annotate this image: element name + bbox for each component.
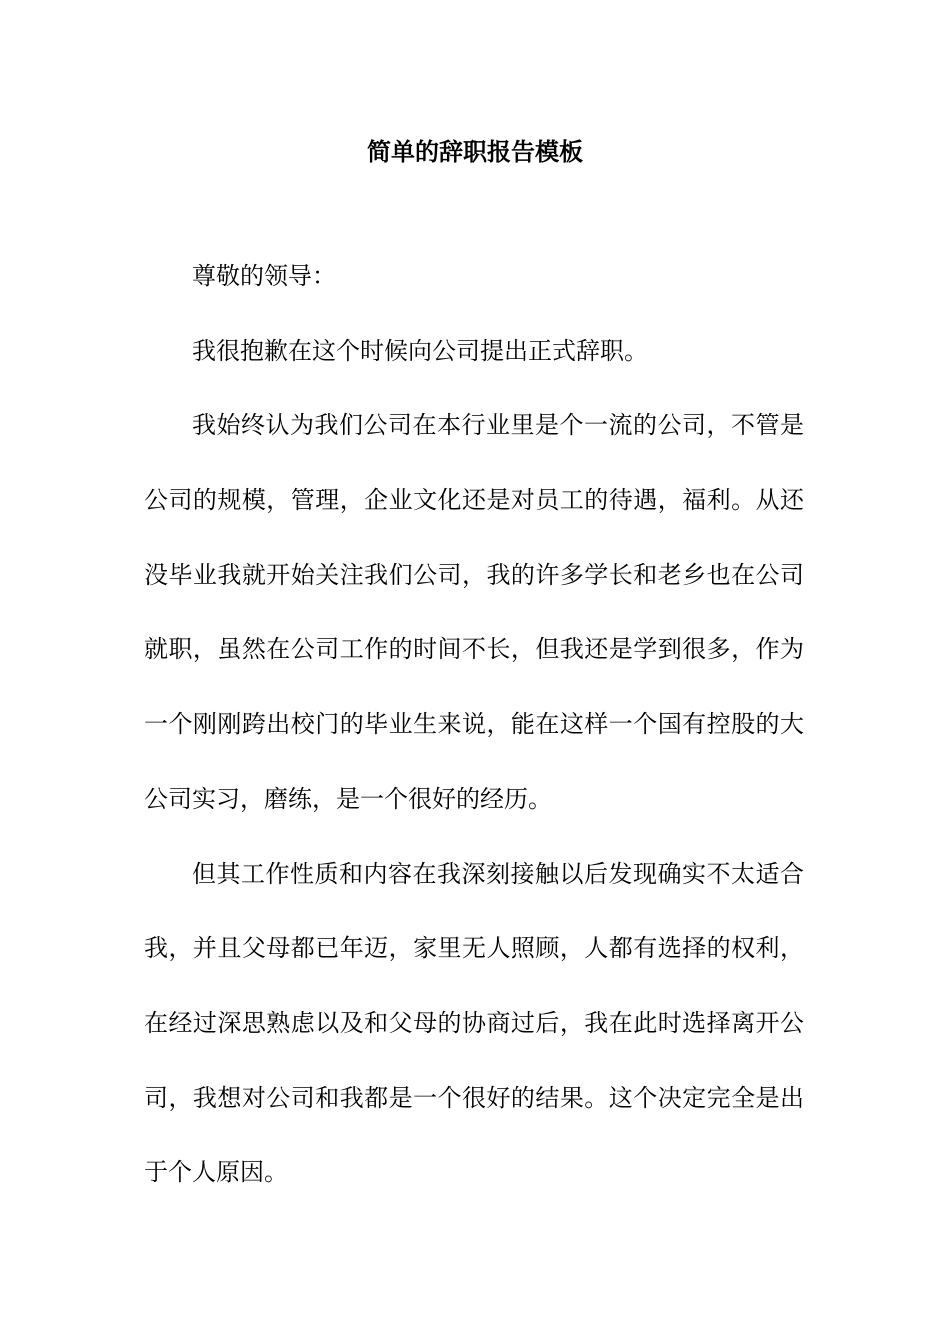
company-praise-paragraph (144, 407, 804, 817)
paragraph-line: 在经过深思熟虑以及和父母的协商过后，我在此时选择离开公 (144, 1008, 804, 1037)
document-body (144, 258, 804, 1229)
paragraph-line: 司，我想对公司和我都是一个很好的结果。这个决定完全是出 (144, 1083, 804, 1112)
paragraph-line: 就职，虽然在公司工作的时间不长，但我还是学到很多，作为 (144, 635, 804, 664)
paragraph-line: 没毕业我就开始关注我们公司，我的许多学长和老乡也在公司 (144, 560, 804, 589)
paragraph-line: 公司的规模，管理，企业文化还是对员工的待遇，福利。从还 (144, 486, 804, 515)
document-title: 简单的辞职报告模板 (367, 137, 583, 166)
paragraph-line: 但其工作性质和内容在我深刻接触以后发现确实不太适合 (192, 859, 804, 888)
paragraph-line: 我始终认为我们公司在本行业里是个一流的公司，不管是 (192, 411, 804, 440)
paragraph-line: 我，并且父母都已年迈，家里无人照顾，人都有选择的权利， (144, 934, 804, 963)
paragraph-line: 于个人原因。 (144, 1158, 288, 1187)
paragraph-line: 尊敬的领导： (192, 262, 336, 290)
paragraph-line: 公司实习，磨练，是一个很好的经历。 (144, 784, 552, 813)
opening-paragraph (144, 333, 804, 370)
paragraph-line: 我很抱歉在这个时候向公司提出正式辞职。 (192, 336, 648, 365)
paragraph-line: 一个刚刚跨出校门的毕业生来说，能在这样一个国有控股的大 (144, 710, 804, 739)
resignation-reason-paragraph (144, 856, 804, 1192)
greeting-paragraph (144, 258, 804, 295)
